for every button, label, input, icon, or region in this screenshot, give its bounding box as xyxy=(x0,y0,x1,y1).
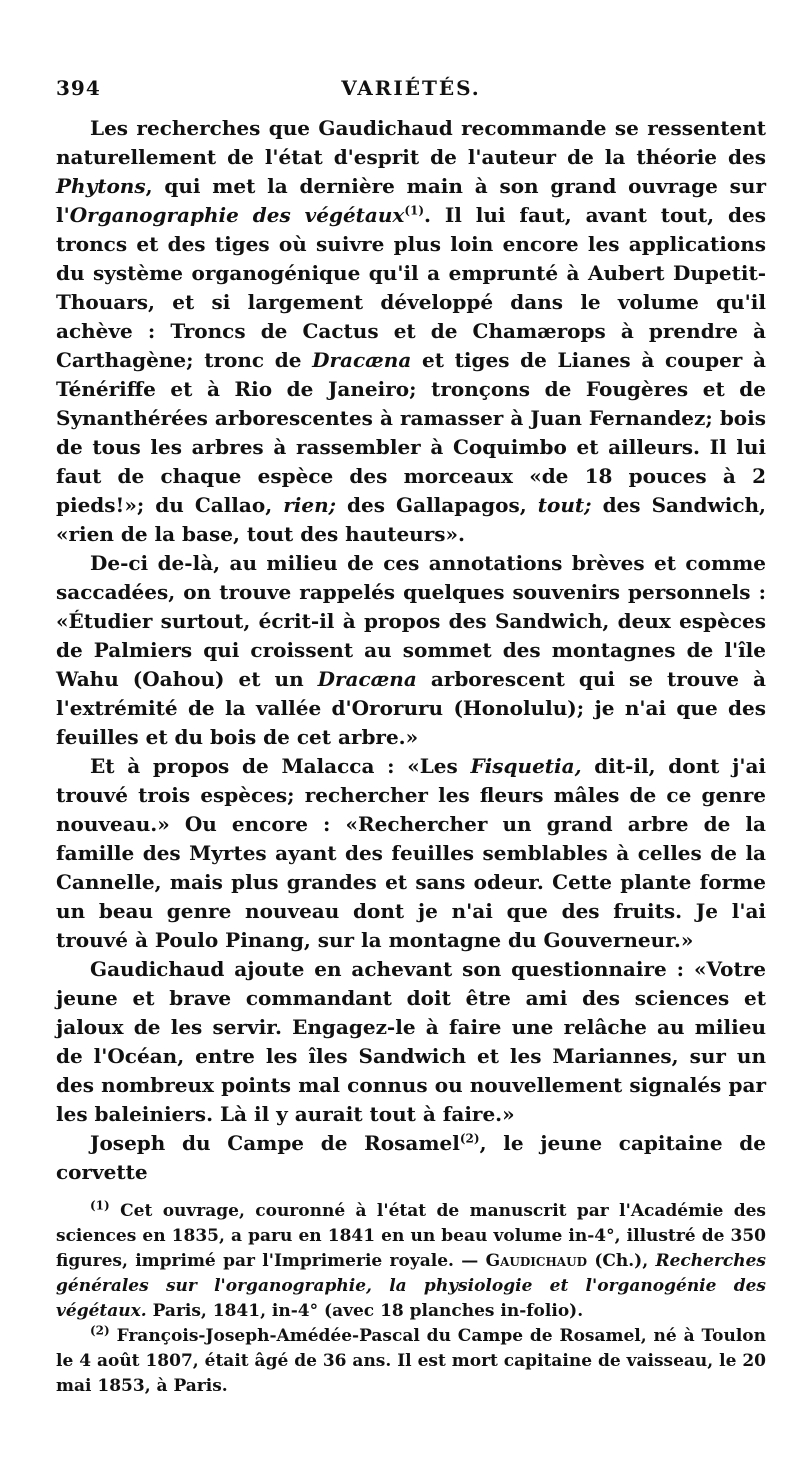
text-run: et tiges de Lianes à couper à Ténériffe et à Rio de Janeiro; tronçons de Fougères et de Synanthérées arborescentes à ramasser à Juan Fernandez; bois de tous les arbres à rassembler à Coquimbo et ailleurs. Il lui faut de chaque espèce des morceaux «de 18 pouces à 2 pieds!»; du Callao, xyxy=(56,348,766,517)
italic-run: Organographie des végétaux xyxy=(69,203,405,227)
running-title: VARIÉTÉS. xyxy=(341,76,481,100)
paragraph-5 xyxy=(56,1129,766,1187)
italic-run: Dracæna xyxy=(317,667,417,691)
text-run: Cet ouvrage, couronné à l'état de manuscrit par l'Académie des sciences en 1835, a paru en 1841 en un beau volume in-4°, illustré de 350 figures, imprimé par l'Imprimerie royale. — xyxy=(56,1201,766,1271)
author-name: Gaudichaud xyxy=(485,1251,587,1271)
text-run: Joseph du Campe de Rosamel xyxy=(90,1131,460,1155)
text-run: (Ch.), xyxy=(586,1251,656,1271)
text-run: , le jeune capitaine de corvette xyxy=(56,1131,766,1184)
page-header xyxy=(56,76,766,104)
italic-run: Fisquetia, xyxy=(470,754,582,778)
paragraph-2 xyxy=(56,549,766,752)
italic-run: Phytons xyxy=(56,174,146,198)
text-run: , qui met la dernière main à son grand ouvrage sur l' xyxy=(56,174,766,227)
text-run: des Sandwich, «rien de la base, tout des hauteurs». xyxy=(56,493,767,546)
body-text xyxy=(56,114,766,1187)
text-run: Les recherches que Gaudichaud recommande se ressentent naturellement de l'état d'esprit de l'auteur de la théorie des xyxy=(56,116,766,169)
text-run: dit-il, dont j'ai trouvé trois espèces; rechercher les fleurs mâles de ce genre nouveau.» Ou encore : «Rechercher un grand arbre de la famille des Myrtes ayant des feuilles semblables à celles de la Cannelle, mais plus grandes et sans odeur. Cette plante forme un beau genre nouveau dont je n'ai que des fruits. Je l'ai trouvé à Poulo Pinang, sur la montagne du Gouverneur.» xyxy=(56,754,766,952)
italic-run: rien; xyxy=(283,493,336,517)
text-run: De-ci de-là, au milieu de ces annotations brèves et comme saccadées, on trouve rappelés quelques souvenirs personnels : «Étudier surtout, écrit-il à propos des Sandwich, deux espèces de Palmiers qui croissent au sommet des montagnes de l'île Wahu (Oahou) et un xyxy=(56,551,766,691)
text-run: Et à propos de Malacca : «Les xyxy=(90,754,471,778)
footnote-ref[interactable]: (1) xyxy=(404,203,425,218)
text-run: des Gallapagos, xyxy=(336,493,538,517)
text-run: . Il lui faut, avant tout, des troncs et des tiges où suivre plus loin encore les applications du système organogénique qu'il a emprunté à Aubert Dupetit-Thouars, et si largement développé dans le volume qu'il achève : Troncs de Cactus et de Chamærops à prendre à Carthagène; tronc de xyxy=(56,203,766,372)
footnote-mark: (2) xyxy=(90,1323,110,1338)
footnote-2 xyxy=(56,1324,766,1399)
text-run: Paris, 1841, in-4° (avec 18 planches in-folio). xyxy=(146,1301,584,1321)
paragraph-1 xyxy=(56,114,766,549)
text-run: arborescent qui se trouve à l'extrémité de la vallée d'Ororuru (Honolulu); je n'ai que des feuilles et du bois de cet arbre.» xyxy=(56,667,767,749)
paragraph-3 xyxy=(56,752,766,955)
footnote-mark: (1) xyxy=(90,1198,110,1213)
footnotes xyxy=(56,1199,766,1399)
text-run: François-Joseph-Amédée-Pascal du Campe de Rosamel, né à Toulon le 4 août 1807, était âgé de 36 ans. Il est mort capitaine de vaisseau, le 20 mai 1853, à Paris. xyxy=(56,1326,766,1396)
footnote-ref[interactable]: (2) xyxy=(459,1131,480,1146)
footnote-1 xyxy=(56,1199,766,1324)
italic-run: tout; xyxy=(537,493,592,517)
paragraph-4: Gaudichaud ajoute en achevant son questionnaire : «Votre jeune et brave commandant doit être ami des sciences et jaloux de les servir. Engagez-le à faire une relâche au milieu de l'Océan, entre les îles Sandwich et les Mariannes, sur un des nombreux points mal connus ou nouvellement signalés par les baleiniers. Là il y aurait tout à faire.» xyxy=(56,957,766,1126)
page-number: 394 xyxy=(56,76,101,100)
book-title: Recherches générales sur l'organographie, la physiologie et l'organogénie des végétaux. xyxy=(56,1251,766,1321)
italic-run: Dracæna xyxy=(312,348,412,372)
